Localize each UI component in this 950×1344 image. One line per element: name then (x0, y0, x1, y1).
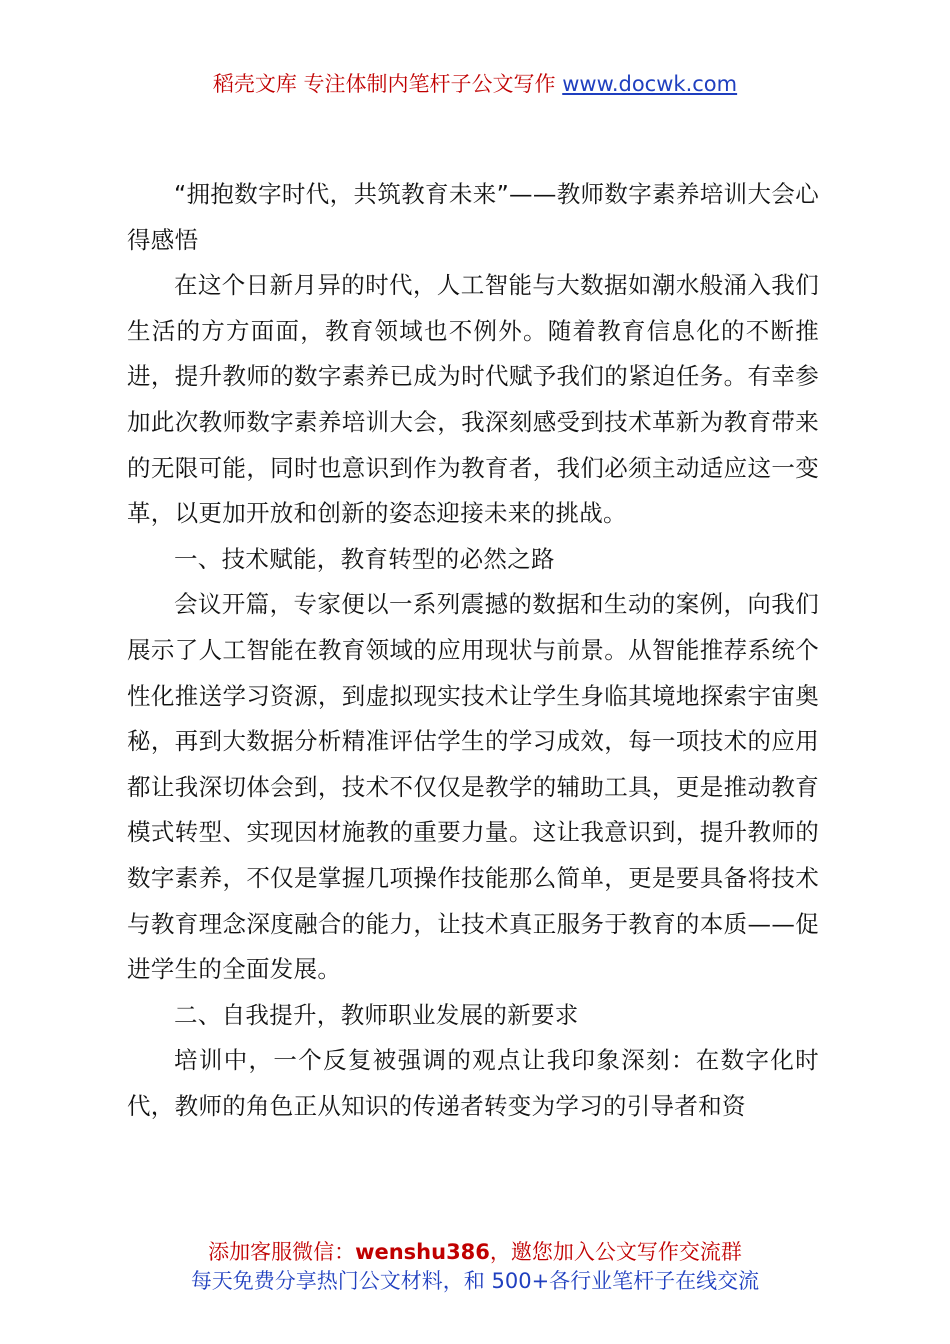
paragraph-section-1: 会议开篇，专家便以一系列震撼的数据和生动的案例，向我们展示了人工智能在教育领域的应用现状与前景。从智能推荐系统个性化推送学习资源，到虚拟现实技术让学生身临其境地探索宇宙奥秘，再到大数据分析精准评估学生的学习成效，每一项技术的应用都让我深切体会到，技术不仅仅是教学的辅助工具，更是推动教育模式转型、实现因材施教的重要力量。这让我意识到，提升教师的数字素养，不仅是掌握几项操作技能那么简单，更是要具备将技术与教育理念深度融合的能力，让技术真正服务于教育的本质——促进学生的全面发展。 (127, 590, 819, 984)
document-title: “拥抱数字时代，共筑教育未来”——教师数字素养培训大会心得感悟 (127, 180, 819, 254)
section-heading-1: 一、技术赋能，教育转型的必然之路 (174, 544, 555, 573)
header-brand-text: 稻壳文库 专注体制内笔杆子公文写作 (212, 72, 563, 96)
footer-wechat-id: wenshu386 (355, 1240, 490, 1264)
page-footer (0, 1238, 950, 1296)
footer-share-line: 每天免费分享热门公文材料，和 500+各行业笔杆子在线交流 (190, 1269, 760, 1293)
document-body (127, 172, 819, 1129)
footer-wechat-line (0, 1238, 950, 1267)
header-website-link[interactable]: www.docwk.com (562, 72, 738, 96)
paragraph-intro: 在这个日新月异的时代，人工智能与大数据如潮水般涌入我们生活的方方面面，教育领域也不例外。随着教育信息化的不断推进，提升教师的数字素养已成为时代赋予我们的紧迫任务。有幸参加此次教师数字素养培训大会，我深刻感受到技术革新为教育带来的无限可能，同时也意识到作为教育者，我们必须主动适应这一变革，以更加开放和创新的姿态迎接未来的挑战。 (127, 271, 819, 528)
page-header (0, 68, 950, 100)
paragraph-section-2: 培训中，一个反复被强调的观点让我印象深刻：在数字化时代，教师的角色正从知识的传递者转变为学习的引导者和资 (127, 1046, 819, 1120)
footer-wechat-suffix: ，邀您加入公文写作交流群 (489, 1240, 742, 1264)
footer-wechat-prefix: 添加客服微信： (208, 1240, 356, 1264)
section-heading-2: 二、自我提升，教师职业发展的新要求 (174, 1000, 579, 1029)
